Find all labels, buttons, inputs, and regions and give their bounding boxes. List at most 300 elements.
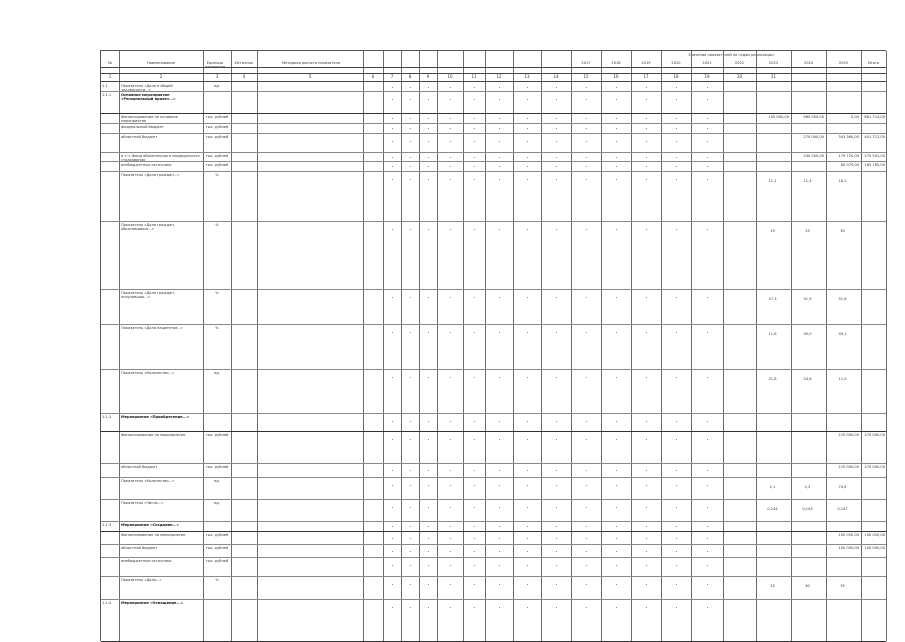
cell-mark — [410, 179, 411, 180]
total-value: 100 000,00 — [864, 546, 885, 550]
cell-mark — [556, 332, 557, 333]
cell-mark — [707, 507, 708, 508]
row-separator — [101, 531, 886, 532]
row-separator — [101, 289, 886, 290]
cell-mark — [410, 128, 411, 129]
cell-mark — [527, 584, 528, 585]
total-value: 179 720,00 — [838, 154, 859, 158]
cell-mark — [392, 551, 393, 552]
cell-mark — [450, 179, 451, 180]
cell-mark — [392, 538, 393, 539]
cell-mark — [616, 439, 617, 440]
cell-mark — [556, 439, 557, 440]
total-value: 270 000,00 — [838, 465, 859, 469]
column-number: 12 — [496, 74, 502, 79]
column-number: 3 — [215, 74, 219, 79]
row-separator — [101, 499, 886, 500]
cell-mark — [676, 538, 677, 539]
cell-mark — [707, 538, 708, 539]
cell-mark — [499, 485, 500, 486]
cell-mark — [586, 526, 587, 527]
row-name: внебюджетные источники — [121, 559, 172, 563]
row-name: Показатель «Количество...» — [121, 479, 175, 483]
column-number: 5 — [308, 74, 312, 79]
row-separator — [101, 477, 886, 478]
row-separator — [101, 576, 886, 577]
indicator-value: 47,3 — [768, 297, 777, 301]
cell-mark — [392, 470, 393, 471]
year-header: 2025 — [838, 61, 849, 65]
cell-mark — [646, 607, 647, 608]
cell-mark — [474, 565, 475, 566]
cell-mark — [616, 584, 617, 585]
cell-mark — [616, 377, 617, 378]
row-name: внебюджетные источники — [121, 163, 172, 167]
indicator-value: 0,144 — [767, 507, 778, 511]
total-value: 343 360,00 — [838, 135, 859, 139]
row-name: Показатель «Доля в общей численности...» — [121, 84, 173, 93]
cell-mark — [527, 157, 528, 158]
cell-mark — [474, 526, 475, 527]
cell-mark — [616, 526, 617, 527]
row-unit: % — [215, 223, 219, 227]
cell-mark — [428, 421, 429, 422]
cell-mark — [616, 551, 617, 552]
column-number: 8 — [408, 74, 412, 79]
cell-mark — [499, 332, 500, 333]
cell-mark — [646, 332, 647, 333]
cell-mark — [707, 118, 708, 119]
cell-mark — [392, 439, 393, 440]
row-name: Показатель «Доля граждан, обратившихся...» — [121, 223, 175, 232]
cell-mark — [428, 229, 429, 230]
cell-mark — [428, 538, 429, 539]
cell-mark — [410, 297, 411, 298]
cell-mark — [392, 229, 393, 230]
cell-mark — [556, 99, 557, 100]
cell-mark — [499, 157, 500, 158]
cell-mark — [474, 297, 475, 298]
cell-mark — [586, 297, 587, 298]
cell-mark — [392, 377, 393, 378]
cell-mark — [586, 485, 587, 486]
year-header: 2024 — [803, 61, 814, 65]
header-col-method: Методика расчета показателя — [282, 61, 340, 65]
row-name: Показатель «Количество...» — [121, 371, 175, 375]
total-value: 100 000,00 — [838, 546, 859, 550]
cell-mark — [410, 584, 411, 585]
row-separator — [101, 599, 886, 600]
column-divider — [485, 51, 486, 641]
cell-mark — [646, 157, 647, 158]
row-unit: тыс. рублей — [205, 465, 229, 469]
cell-mark — [428, 179, 429, 180]
row-separator — [101, 161, 886, 162]
cell-mark — [556, 551, 557, 552]
row-unit: тыс. рублей — [205, 533, 229, 537]
cell-mark — [499, 565, 500, 566]
cell-mark — [616, 297, 617, 298]
row-number: 1.1.1 — [102, 93, 112, 97]
row-unit: тыс. рублей — [205, 163, 229, 167]
cell-mark — [556, 157, 557, 158]
row-unit: % — [215, 291, 219, 295]
column-divider — [401, 51, 402, 641]
cell-mark — [586, 99, 587, 100]
cell-mark — [410, 551, 411, 552]
cell-mark — [410, 485, 411, 486]
cell-mark — [410, 607, 411, 608]
column-number: 6 — [371, 74, 375, 79]
cell-mark — [450, 551, 451, 552]
cell-mark — [499, 87, 500, 88]
cell-mark — [676, 166, 677, 167]
cell-mark — [556, 485, 557, 486]
cell-mark — [474, 99, 475, 100]
total-value: 441 712,00 — [864, 135, 885, 139]
cell-mark — [392, 118, 393, 119]
row-separator — [101, 431, 886, 432]
cell-mark — [616, 607, 617, 608]
row-name: в т.ч. Фонд обязательного медицинского страхования — [121, 154, 200, 163]
cell-mark — [428, 470, 429, 471]
header-col-name: Наименование — [147, 61, 175, 65]
column-divider — [363, 51, 364, 641]
cell-mark — [499, 551, 500, 552]
cell-mark — [676, 141, 677, 142]
cell-mark — [474, 377, 475, 378]
cell-mark — [616, 565, 617, 566]
cell-mark — [527, 99, 528, 100]
cell-mark — [556, 166, 557, 167]
cell-mark — [707, 377, 708, 378]
cell-mark — [499, 526, 500, 527]
cell-mark — [676, 229, 677, 230]
cell-mark — [428, 332, 429, 333]
cell-mark — [646, 377, 647, 378]
cell-mark — [474, 538, 475, 539]
indicator-value: 51,6 — [838, 297, 847, 301]
cell-mark — [428, 485, 429, 486]
row-name: Показатель «Число...» — [121, 501, 164, 505]
column-divider — [601, 51, 602, 641]
indicator-value: 35 — [840, 584, 845, 588]
header-col-number: № — [108, 61, 112, 65]
column-number: 7 — [390, 74, 394, 79]
row-name: Мероприятие «Приобретение...» — [121, 415, 190, 419]
indicator-value: 11,0 — [838, 377, 847, 381]
cell-mark — [676, 470, 677, 471]
cell-mark — [474, 118, 475, 119]
cell-mark — [676, 526, 677, 527]
cell-mark — [616, 128, 617, 129]
cell-mark — [392, 128, 393, 129]
total-value: 0,00 — [850, 115, 859, 119]
cell-mark — [676, 607, 677, 608]
row-unit: тыс. рублей — [205, 433, 229, 437]
cell-mark — [556, 87, 557, 88]
cell-mark — [556, 229, 557, 230]
cell-mark — [556, 584, 557, 585]
cell-mark — [450, 439, 451, 440]
row-separator — [101, 171, 886, 172]
indicator-value: 11,6 — [768, 332, 777, 336]
cell-mark — [392, 297, 393, 298]
cell-mark — [616, 179, 617, 180]
cell-mark — [499, 128, 500, 129]
indicator-value: 49,1 — [838, 332, 847, 336]
cell-mark — [556, 118, 557, 119]
cell-mark — [392, 166, 393, 167]
cell-mark — [428, 157, 429, 158]
cell-mark — [410, 141, 411, 142]
cell-mark — [474, 470, 475, 471]
cell-mark — [450, 565, 451, 566]
cell-mark — [527, 439, 528, 440]
cell-mark — [428, 99, 429, 100]
cell-mark — [676, 157, 677, 158]
cell-mark — [474, 439, 475, 440]
cell-mark — [556, 565, 557, 566]
cell-mark — [707, 551, 708, 552]
cell-mark — [450, 485, 451, 486]
cell-mark — [474, 485, 475, 486]
cell-mark — [616, 332, 617, 333]
cell-mark — [450, 141, 451, 142]
cell-mark — [616, 485, 617, 486]
cell-mark — [499, 507, 500, 508]
cell-mark — [556, 179, 557, 180]
cell-mark — [556, 538, 557, 539]
cell-mark — [707, 584, 708, 585]
cell-mark — [556, 297, 557, 298]
cell-mark — [450, 87, 451, 88]
cell-mark — [499, 166, 500, 167]
cell-mark — [527, 297, 528, 298]
row-separator — [101, 133, 886, 134]
cell-mark — [676, 439, 677, 440]
row-number: 1.1 — [102, 84, 108, 88]
cell-mark — [392, 421, 393, 422]
cell-mark — [586, 439, 587, 440]
cell-mark — [527, 332, 528, 333]
column-number: 13 — [524, 74, 530, 79]
column-number: 4 — [242, 74, 246, 79]
indicator-value: 25 — [805, 229, 810, 233]
cell-mark — [450, 421, 451, 422]
cell-mark — [450, 99, 451, 100]
cell-mark — [556, 141, 557, 142]
cell-mark — [474, 332, 475, 333]
indicator-value: 74,6 — [838, 485, 847, 489]
indicator-value: 11,1 — [768, 179, 777, 183]
cell-mark — [450, 526, 451, 527]
row-number: 1.1.3 — [102, 523, 112, 527]
cell-mark — [392, 87, 393, 88]
row-separator — [101, 557, 886, 558]
cell-mark — [586, 157, 587, 158]
cell-mark — [707, 421, 708, 422]
cell-mark — [707, 87, 708, 88]
row-name: областной бюджет — [121, 465, 158, 469]
cell-mark — [616, 470, 617, 471]
cell-mark — [527, 485, 528, 486]
cell-mark — [450, 297, 451, 298]
column-divider — [631, 51, 632, 641]
column-divider — [756, 51, 757, 641]
cell-mark — [428, 128, 429, 129]
column-number: 2 — [159, 74, 163, 79]
cell-mark — [646, 166, 647, 167]
row-unit: тыс. рублей — [205, 559, 229, 563]
column-divider — [383, 51, 384, 641]
header-rule — [101, 67, 886, 68]
year-header: 2022 — [734, 61, 745, 65]
cell-mark — [450, 584, 451, 585]
cell-mark — [527, 128, 528, 129]
cell-mark — [527, 229, 528, 230]
total-value: 270 000,00 — [864, 465, 885, 469]
cell-mark — [707, 607, 708, 608]
indicator-value: 30 — [805, 584, 810, 588]
cell-mark — [676, 565, 677, 566]
row-separator — [101, 544, 886, 545]
row-unit: % — [215, 173, 219, 177]
header-col-source: Источник — [235, 61, 253, 65]
cell-mark — [499, 470, 500, 471]
cell-mark — [428, 141, 429, 142]
cell-mark — [646, 99, 647, 100]
column-divider — [437, 51, 438, 641]
cell-mark — [499, 607, 500, 608]
header-caption: Значения показателей по годам реализации — [688, 53, 774, 57]
cell-mark — [428, 118, 429, 119]
row-name: Финансирование на мероприятие — [121, 533, 186, 537]
column-number: 10 — [447, 74, 453, 79]
cell-mark — [586, 118, 587, 119]
cell-mark — [527, 118, 528, 119]
cell-mark — [410, 421, 411, 422]
cell-mark — [474, 229, 475, 230]
cell-mark — [616, 118, 617, 119]
column-number: 9 — [426, 74, 430, 79]
cell-mark — [410, 332, 411, 333]
column-divider — [791, 51, 792, 641]
program-table — [100, 50, 886, 641]
column-number: 19 — [704, 74, 710, 79]
cell-mark — [707, 157, 708, 158]
row-unit: % — [215, 326, 219, 330]
indicator-value: 2,2 — [804, 485, 811, 489]
cell-mark — [586, 166, 587, 167]
cell-mark — [707, 526, 708, 527]
indicator-value: 40,0 — [803, 332, 812, 336]
column-divider — [541, 51, 542, 641]
cell-mark — [646, 141, 647, 142]
cell-mark — [676, 118, 677, 119]
cell-mark — [428, 166, 429, 167]
year-header: 2020 — [671, 61, 681, 65]
cell-mark — [527, 166, 528, 167]
cell-mark — [646, 551, 647, 552]
cell-mark — [707, 332, 708, 333]
cell-mark — [499, 584, 500, 585]
cell-mark — [499, 538, 500, 539]
cell-mark — [676, 99, 677, 100]
cell-mark — [428, 526, 429, 527]
cell-mark — [410, 157, 411, 158]
cell-mark — [616, 141, 617, 142]
row-separator — [101, 152, 886, 153]
row-separator — [101, 413, 886, 414]
cell-mark — [410, 439, 411, 440]
indicator-value: 30 — [840, 229, 845, 233]
cell-mark — [499, 118, 500, 119]
cell-mark — [499, 297, 500, 298]
cell-mark — [556, 377, 557, 378]
row-separator — [101, 113, 886, 114]
row-name: областной бюджет — [121, 135, 158, 139]
column-number: 21 — [770, 74, 777, 79]
cell-mark — [586, 179, 587, 180]
cell-mark — [556, 526, 557, 527]
cell-mark — [707, 229, 708, 230]
total-value: 270 541,00 — [864, 154, 885, 158]
cell-mark — [392, 179, 393, 180]
cell-mark — [474, 141, 475, 142]
cell-mark — [392, 526, 393, 527]
cell-mark — [527, 551, 528, 552]
cell-mark — [586, 551, 587, 552]
column-number: 20 — [736, 74, 743, 79]
year-header: 2019 — [641, 61, 651, 65]
column-number: 11 — [471, 74, 477, 79]
cell-mark — [527, 421, 528, 422]
header-rule — [101, 81, 886, 82]
cell-mark — [392, 565, 393, 566]
cell-mark — [392, 485, 393, 486]
header-col-unit: Единица измерения — [204, 61, 226, 70]
cell-mark — [410, 166, 411, 167]
cell-mark — [586, 377, 587, 378]
cell-mark — [499, 99, 500, 100]
row-unit: тыс. рублей — [205, 154, 229, 158]
row-name: Основное мероприятие «Региональный проект...» — [121, 93, 176, 102]
cell-mark — [586, 565, 587, 566]
row-separator — [101, 521, 886, 522]
year-header: 2023 — [768, 61, 779, 65]
cell-mark — [646, 584, 647, 585]
cell-mark — [450, 157, 451, 158]
cell-mark — [586, 470, 587, 471]
cell-mark — [450, 118, 451, 119]
cell-mark — [450, 470, 451, 471]
cell-mark — [392, 607, 393, 608]
indicator-value: 11,4 — [803, 179, 812, 183]
cell-mark — [450, 166, 451, 167]
cell-mark — [428, 565, 429, 566]
total-value: 80 079,00 — [840, 163, 859, 167]
cell-mark — [676, 584, 677, 585]
year-header: 2017 — [581, 61, 591, 65]
cell-mark — [586, 141, 587, 142]
cell-mark — [707, 485, 708, 486]
cell-mark — [499, 439, 500, 440]
total-value: 270 000,00 — [864, 433, 885, 437]
row-unit: ед. — [214, 371, 220, 375]
total-value: 100 000,00 — [838, 533, 859, 537]
cell-mark — [499, 141, 500, 142]
